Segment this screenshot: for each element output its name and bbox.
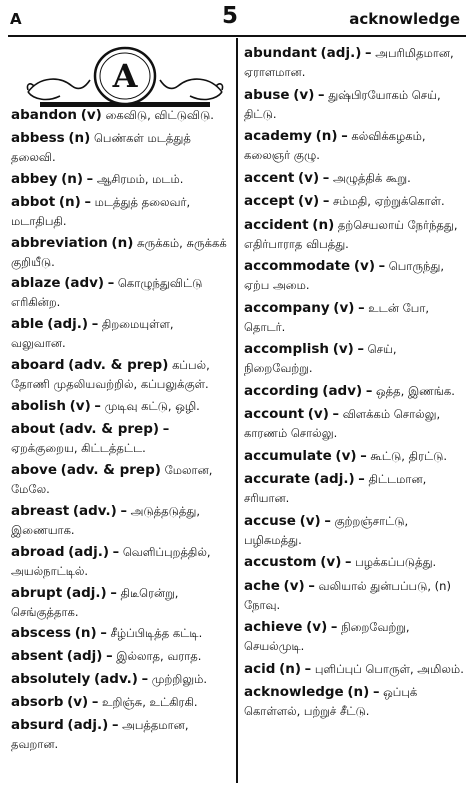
headword: above (11, 461, 58, 478)
dictionary-entry (244, 470, 466, 507)
definition: உடன் போ, தொடர். (244, 300, 430, 334)
right-column (244, 44, 466, 725)
part-of-speech: (n) (74, 625, 97, 642)
entry-dash: – (345, 555, 352, 570)
dictionary-entry (11, 356, 229, 393)
part-of-speech: (v) (335, 447, 357, 464)
headword: accumulate (244, 447, 332, 464)
headword: accident (244, 216, 309, 233)
part-of-speech: (v) (299, 512, 321, 529)
part-of-speech: (n) (58, 193, 81, 210)
part-of-speech: (adv) (322, 382, 363, 399)
headword: absorb (11, 694, 64, 711)
dictionary-entry (244, 553, 466, 572)
headword: abbey (11, 170, 58, 187)
part-of-speech: (adj.) (65, 584, 107, 601)
headword: abundant (244, 45, 317, 61)
entry-dash: – (106, 649, 113, 665)
definition: நிறைவேற்று, செயல்முடி. (244, 620, 410, 653)
dictionary-entry (11, 502, 229, 539)
entry-dash: – (378, 259, 386, 274)
definition: தற்செயலாய் நேர்ந்தது, எதிர்பாராத விபத்து. (244, 217, 458, 251)
part-of-speech: (v) (67, 694, 89, 711)
column-divider (236, 38, 238, 783)
headword: ablaze (11, 275, 61, 292)
part-of-speech: (v) (333, 299, 355, 316)
dictionary-entry (11, 647, 229, 666)
headword: acknowledge (244, 684, 344, 700)
dictionary-entry (11, 397, 229, 416)
definition: முடிவு கட்டு, ஒழி. (104, 399, 200, 414)
headword: abreast (11, 502, 70, 519)
definition: ஆசிரமம், மடம். (96, 171, 184, 186)
entry-dash: – (91, 695, 99, 711)
definition: குற்றஞ்சாட்டு, பழிசுமத்து. (244, 513, 409, 547)
definition: வெளிப்புறத்தில், அயல்நாட்டில். (11, 544, 211, 578)
entry-dash: – (324, 513, 331, 529)
entry-dash: – (322, 170, 330, 186)
entry-dash: – (120, 503, 127, 519)
definition: ஒத்த, இணங்க. (376, 383, 455, 398)
dictionary-entry (11, 584, 229, 621)
headword: achieve (244, 619, 303, 635)
part-of-speech: (adj.) (47, 316, 89, 333)
entry-dash: – (341, 129, 348, 144)
entry-dash: – (322, 194, 330, 209)
entry-dash: – (94, 399, 101, 415)
part-of-speech: (adj.) (68, 543, 110, 560)
headword: account (244, 406, 305, 422)
part-of-speech: (adv.) (72, 502, 117, 519)
headword: absolutely (11, 671, 91, 688)
definition: புளிப்புப் பொருள், அமிலம். (314, 661, 464, 676)
part-of-speech: (adj.) (67, 717, 109, 734)
headword: accent (244, 169, 295, 186)
part-of-speech: (n) (61, 170, 84, 187)
headword: accomplish (244, 341, 330, 357)
definition: உறிஞ்சு, உட்கிரகி. (102, 695, 198, 710)
entry-dash: – (100, 626, 107, 642)
dictionary-entry (244, 86, 466, 123)
dictionary-entry (11, 716, 229, 753)
part-of-speech: (n) (347, 684, 370, 700)
dictionary-entry (244, 299, 466, 336)
definition: துஷ்பிரயோகம் செய், திட்டு. (244, 87, 441, 121)
definition: திடீரென்று, செங்குத்தாக. (11, 585, 179, 619)
definition: சுருக்கம், சுருக்கக் குறியீடு. (11, 235, 227, 269)
definition: பெண்கள் மடத்துத் தலைவி. (11, 130, 191, 164)
entry-dash: – (112, 544, 120, 560)
definition: பழக்கப்படுத்து. (355, 555, 437, 569)
definition: கைவிடு, விட்டுவிடு. (105, 108, 214, 122)
headword: ache (244, 577, 280, 594)
part-of-speech: (n) (111, 234, 134, 251)
headword: accompany (244, 299, 330, 316)
part-of-speech: (adv) (64, 275, 105, 292)
entry-dash: – (111, 718, 119, 734)
dictionary-entry (244, 340, 466, 377)
definition: சம்மதி, ஏற்றுக்கொள். (333, 194, 445, 208)
headword: abrupt (11, 584, 63, 601)
definition: ஏறக்குறைய, கிட்டத்தட்ட. (11, 441, 146, 456)
headword: absurd (11, 717, 64, 734)
dictionary-entry (244, 618, 466, 655)
headword: abbot (11, 193, 56, 210)
headword: accommodate (244, 258, 351, 274)
entry-dash: – (91, 317, 99, 333)
headword: abbreviation (11, 234, 108, 251)
part-of-speech: (v) (298, 193, 320, 209)
dictionary-entry (11, 420, 229, 457)
part-of-speech: (adv. & prep) (60, 461, 161, 478)
headword: about (11, 421, 56, 438)
definition: மடத்துத் தலைவர், மடாதிபதி. (11, 194, 191, 228)
headword: accept (244, 193, 295, 209)
header-rule (8, 35, 466, 37)
dictionary-entry (11, 693, 229, 712)
part-of-speech: (n) (312, 216, 335, 233)
letter-ornament (20, 46, 230, 112)
entry-dash: – (365, 46, 372, 61)
dictionary-entry (244, 382, 466, 401)
headword: according (244, 382, 319, 399)
guide-word: acknowledge (349, 10, 460, 28)
section-letter: A (10, 10, 22, 28)
part-of-speech: (v) (306, 619, 328, 635)
dictionary-entry (244, 447, 466, 466)
definition: அபரிமிதமான, ஏராளமான. (244, 46, 454, 79)
entry-dash: – (110, 585, 117, 601)
part-of-speech: (v) (80, 107, 102, 123)
headword: abscess (11, 625, 72, 642)
definition: அபத்தமான, தவறான. (11, 718, 189, 752)
definition: செய், நிறைவேற்று. (244, 342, 397, 375)
headword: abandon (11, 107, 78, 123)
part-of-speech: (v) (332, 341, 354, 357)
headword: abuse (244, 86, 290, 103)
entry-dash: – (84, 194, 91, 210)
dictionary-entry (11, 234, 229, 271)
entry-dash: – (162, 422, 170, 438)
dictionary-entry (244, 44, 466, 81)
definition: சீழ்ப்பிடித்த கட்டி. (110, 626, 203, 641)
entry-dash: – (358, 300, 365, 316)
headword: accurate (244, 471, 311, 487)
entry-dash: – (372, 685, 380, 700)
definition: ஒப்புக் கொள்ளல், பற்றுச் சீட்டு. (244, 685, 418, 718)
part-of-speech: (adv.) (94, 671, 138, 688)
page-number: 5 (222, 3, 239, 29)
part-of-speech: (adv. & prep) (58, 421, 160, 438)
definition: பொருந்து, ஏற்ப அமை. (244, 259, 444, 292)
part-of-speech: (v) (69, 398, 91, 415)
dictionary-entry (11, 274, 229, 311)
dictionary-entry (244, 192, 466, 211)
definition: இல்லாத, வராத. (116, 649, 202, 664)
dictionary-entry (11, 624, 229, 643)
entry-dash: – (308, 578, 315, 594)
dictionary-entry (11, 193, 229, 230)
entry-dash: – (365, 383, 373, 399)
definition: கொழுந்துவிட்டு எரிகின்ற. (11, 276, 203, 310)
definition: முற்றிலும். (151, 672, 208, 687)
dictionary-entry (11, 170, 229, 189)
headword: acid (244, 660, 276, 677)
dictionary-entry (244, 405, 466, 442)
entry-dash: – (360, 448, 367, 464)
part-of-speech: (v) (320, 554, 342, 570)
part-of-speech: (v) (307, 406, 329, 422)
definition: வலியால் துன்பப்படு, (n) நோவு. (244, 578, 451, 612)
part-of-speech: (n) (68, 129, 91, 146)
headword: accuse (244, 512, 296, 529)
definition: மேலான, மேலே. (11, 462, 213, 496)
headword: abroad (11, 543, 65, 560)
headword: abolish (11, 398, 66, 415)
part-of-speech: (n) (279, 660, 302, 677)
entry-dash: – (86, 171, 94, 187)
entry-dash: – (141, 672, 149, 688)
ornament-letter: A (112, 57, 138, 95)
dictionary-entry (11, 670, 229, 689)
definition: திறமையுள்ள, வலுவான. (11, 317, 174, 351)
left-column (11, 106, 229, 757)
headword: academy (244, 128, 312, 144)
page-header (0, 0, 474, 40)
dictionary-entry (11, 543, 229, 580)
dictionary-entry (244, 257, 466, 294)
dictionary-entry (11, 129, 229, 166)
definition: கூட்டு, திரட்டு. (370, 448, 448, 463)
headword: abbess (11, 129, 65, 146)
part-of-speech: (n) (315, 128, 338, 144)
definition: கல்விக்கழகம், கலைஞர் குழு. (244, 129, 426, 162)
definition: விளக்கம் சொல்லு, காரணம் சொல்லு. (244, 407, 441, 440)
part-of-speech: (v) (293, 86, 315, 103)
dictionary-entry (11, 315, 229, 352)
definition: திட்டமான, சரியான. (244, 472, 427, 505)
definition: கப்பல், தோணி முதலியவற்றில், கப்பலுக்குள். (11, 358, 210, 392)
entry-dash: – (318, 87, 325, 103)
part-of-speech: (v) (283, 577, 305, 594)
entry-dash: – (107, 276, 115, 292)
entry-dash: – (330, 620, 338, 635)
dictionary-entry (244, 512, 466, 549)
dictionary-entry (244, 216, 466, 253)
part-of-speech: (v) (298, 169, 320, 186)
dictionary-entry (11, 461, 229, 498)
part-of-speech: (adj) (66, 648, 103, 665)
entry-dash: – (358, 472, 365, 487)
headword: accustom (244, 554, 317, 570)
dictionary-entry (244, 683, 466, 720)
part-of-speech: (adv. & prep) (68, 357, 169, 374)
dictionary-entry (244, 127, 466, 164)
headword: absent (11, 648, 64, 665)
entry-dash: – (304, 661, 312, 677)
definition: அழுத்திக் கூறு. (332, 170, 411, 185)
headword: aboard (11, 357, 65, 374)
part-of-speech: (v) (353, 258, 375, 274)
dictionary-entry (244, 577, 466, 614)
definition: அடுத்தடுத்து, இணையாக. (11, 503, 201, 537)
entry-dash: – (357, 342, 364, 357)
headword: able (11, 316, 44, 333)
part-of-speech: (adj.) (320, 45, 362, 61)
dictionary-entry (11, 106, 229, 125)
part-of-speech: (adj.) (313, 471, 355, 487)
dictionary-entry (244, 660, 466, 679)
dictionary-entry (244, 169, 466, 188)
entry-dash: – (332, 407, 340, 422)
